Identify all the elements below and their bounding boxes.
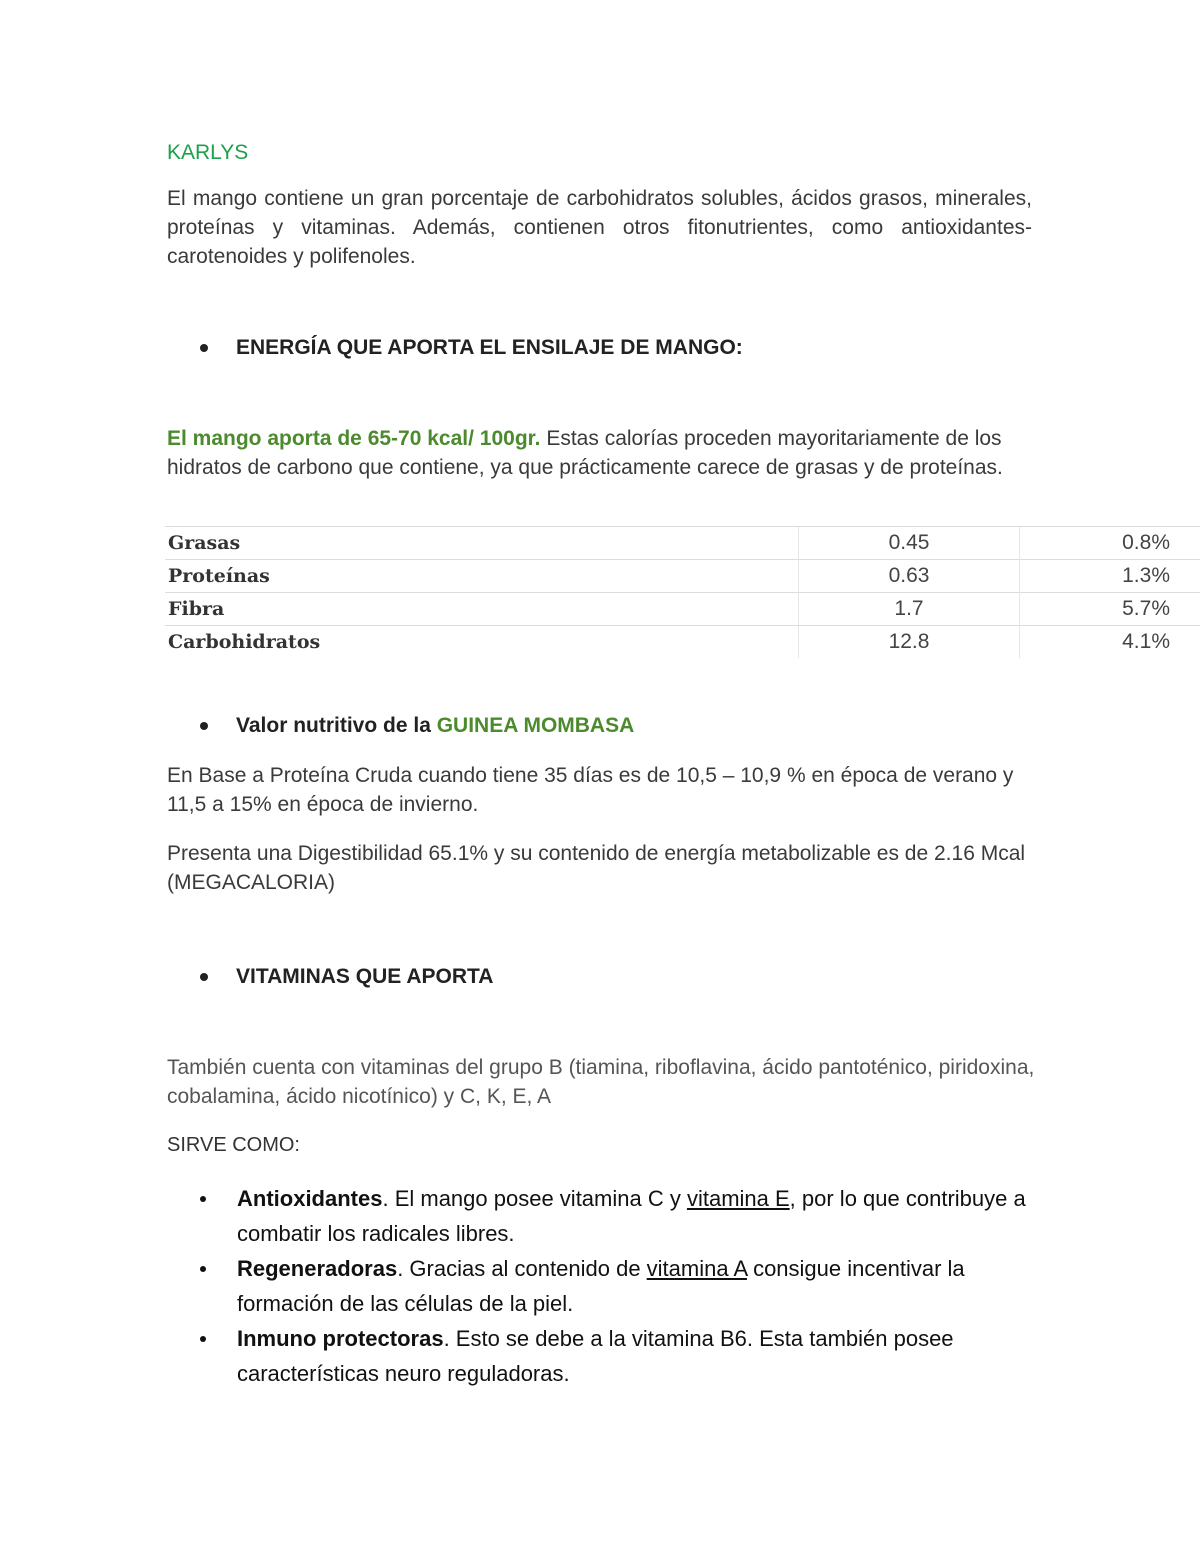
vitamin-link[interactable]: vitamina A	[646, 1256, 747, 1281]
use-bold: Antioxidantes	[237, 1186, 383, 1211]
section-guinea-highlight: GUINEA MOMBASA	[436, 714, 635, 737]
use-pre: . Esto se debe a la vitamina B6. Esta también posee características neuro reguladoras.	[237, 1326, 954, 1386]
nutrient-name: Proteínas	[165, 560, 799, 593]
table-row	[165, 560, 1200, 593]
section-guinea-label	[236, 714, 634, 738]
nutrition-table	[165, 526, 1200, 658]
guinea-paragraph-1: En Base a Proteína Cruda cuando tiene 35 días es de 10,5 – 10,9 % en época de verano y 11,5 a 15% en época de invierno.	[167, 764, 1014, 816]
bullet-icon	[200, 722, 208, 730]
nutrient-name: Fibra	[165, 593, 799, 626]
use-bold: Regeneradoras	[237, 1256, 398, 1281]
nutrient-value: 0.63	[799, 560, 1020, 593]
list-item-text	[237, 1321, 1037, 1391]
energy-paragraph	[167, 424, 1042, 482]
list-item	[200, 1251, 1050, 1321]
use-pre: . Gracias al contenido de	[397, 1256, 647, 1281]
energy-text: Estas calorías proceden mayoritariamente de los hidratos de carbono que contiene, ya que prácticamente carece de grasas y de proteínas.	[167, 427, 1003, 479]
section-guinea-title	[200, 714, 634, 738]
nutrient-name: Grasas	[165, 527, 799, 560]
vitamin-link[interactable]: vitamina E	[686, 1186, 790, 1211]
document-heading: KARLYS	[167, 141, 249, 164]
list-item	[200, 1321, 1050, 1391]
use-post: consigue incentivar la formación de las células de la piel.	[237, 1256, 965, 1316]
nutrient-value: 1.7	[799, 593, 1020, 626]
section-guinea-prefix: Valor nutritivo de la	[236, 714, 437, 737]
vitamins-paragraph: También cuenta con vitaminas del grupo B (tiamina, riboflavina, ácido pantoténico, piridoxina, cobalamina, ácido nicotínico) y C, K, E, A	[167, 1056, 1035, 1108]
section-energy-label: ENERGÍA QUE APORTA EL ENSILAJE DE MANGO:	[236, 336, 743, 359]
bullet-icon	[200, 1196, 206, 1202]
bullet-icon	[200, 1336, 206, 1342]
nutrient-percent: 1.3%	[1020, 560, 1200, 593]
table-row	[165, 527, 1200, 560]
section-vitamins-label: VITAMINAS QUE APORTA	[236, 965, 494, 988]
intro-paragraph: El mango contiene un gran porcentaje de carbohidratos solubles, ácidos grasos, minerales, proteínas y vitaminas. Además, contienen otros fitonutrientes, como antioxidantes-carotenoides y polifenoles.	[167, 187, 1032, 268]
list-item-text	[237, 1251, 1037, 1321]
guinea-paragraph-2: Presenta una Digestibilidad 65.1% y su contenido de energía metabolizable es de 2.16 Mcal (MEGACALORIA)	[167, 842, 1026, 894]
nutrient-value: 0.45	[799, 527, 1020, 560]
use-post: , por lo que contribuye a combatir los radicales libres.	[237, 1186, 1026, 1246]
use-bold: Inmuno protectoras	[237, 1326, 444, 1351]
list-item	[200, 1181, 1050, 1251]
nutrient-value: 12.8	[799, 626, 1020, 659]
bullet-icon	[200, 1266, 206, 1272]
uses-list	[200, 1181, 1050, 1391]
nutrient-name: Carbohidratos	[165, 626, 799, 659]
nutrient-percent: 4.1%	[1020, 626, 1200, 659]
energy-highlight: El mango aporta de 65-70 kcal/ 100gr.	[167, 427, 541, 450]
table-row	[165, 626, 1200, 659]
bullet-icon	[200, 344, 208, 352]
table-row	[165, 593, 1200, 626]
sirve-como-label: SIRVE COMO:	[167, 1134, 300, 1156]
nutrient-percent: 5.7%	[1020, 593, 1200, 626]
section-energy-title	[200, 336, 743, 360]
list-item-text	[237, 1181, 1037, 1251]
bullet-icon	[200, 973, 208, 981]
use-pre: . El mango posee vitamina C y	[382, 1186, 687, 1211]
section-vitamins-title	[200, 965, 493, 989]
nutrient-percent: 0.8%	[1020, 527, 1200, 560]
